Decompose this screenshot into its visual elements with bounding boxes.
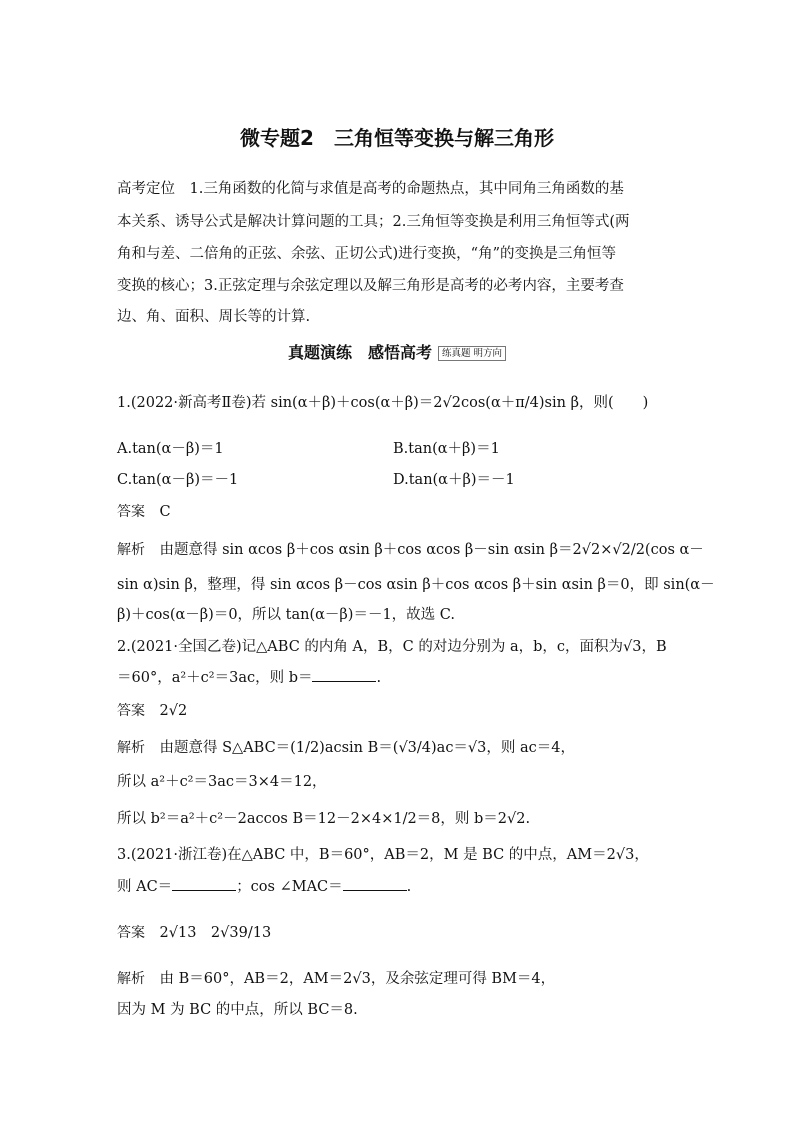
analysis-label: 解析	[117, 542, 145, 558]
q1-analysis-2: sin α)sin β，整理，得 sin αcos β－cos αsin β＋cos αcos β＋sin αsin β＝0，即 sin(α－	[117, 577, 715, 593]
q3-analysis-text-1: 由 B＝60°，AB＝2，AM＝2√3，及余弦定理可得 BM＝4，	[159, 971, 556, 987]
q2-stem-2-text: ＝60°，a²＋c²＝3ac，则 b＝	[117, 670, 313, 686]
q2-analysis-1	[117, 737, 682, 759]
page-title: 微专题2 三角恒等变换与解三角形	[240, 126, 554, 150]
q1-option-c: C.tan(α－β)＝－1	[117, 472, 239, 488]
section-heading	[0, 340, 794, 363]
q2-answer-value: 2√2	[159, 703, 188, 719]
q2-analysis-3: 所以 b²＝a²＋c²－2accos B＝12－2×4×1/2＝8，则 b＝2√2.	[117, 811, 531, 827]
answer-label: 答案	[117, 703, 145, 719]
section-tag: 练真题 明方向	[438, 346, 506, 361]
q3-analysis-1	[117, 968, 682, 990]
q3-blank-cos	[343, 876, 407, 891]
intro-line-5: 边、角、面积、周长等的计算.	[117, 309, 311, 325]
q1-option-b: B.tan(α＋β)＝1	[393, 441, 500, 457]
analysis-label: 解析	[117, 740, 145, 756]
q3-stem-2a: 则 AC＝	[117, 879, 173, 895]
q3-answer-value: 2√13 2√39/13	[159, 925, 272, 941]
q3-answer	[117, 922, 682, 944]
q3-stem-2b: ；cos ∠MAC＝	[236, 879, 343, 895]
q2-answer	[117, 700, 682, 722]
intro-line-1: 高考定位 1.三角函数的化简与求值是高考的命题热点，其中同角三角函数的基	[117, 181, 624, 197]
q1-option-d: D.tan(α＋β)＝－1	[393, 472, 515, 488]
q1-analysis-text-1: 由题意得 sin αcos β＋cos αsin β＋cos αcos β－sin αsin β＝2√2×√2/2(cos α－	[159, 542, 704, 558]
q2-stem-2: ＝60°，a²＋c²＝3ac，则 b＝ .	[117, 667, 682, 689]
q1-analysis-3: β)＋cos(α－β)＝0，所以 tan(α－β)＝－1，故选 C.	[117, 607, 455, 623]
intro-line-3: 角和与差、二倍角的正弦、余弦、正切公式)进行变换，“角”的变换是三角恒等	[117, 246, 616, 262]
answer-label: 答案	[117, 925, 145, 941]
q2-analysis-2: 所以 a²＋c²＝3ac＝3×4＝12，	[117, 774, 327, 790]
q2-stem-1: 2.(2021·全国乙卷)记△ABC 的内角 A，B，C 的对边分别为 a，b，c，面积为√3，B	[117, 639, 667, 655]
q1-option-a: A.tan(α－β)＝1	[117, 441, 224, 457]
q2-analysis-text-1: 由题意得 S△ABC＝(1/2)acsin B＝(√3/4)ac＝√3，则 ac＝4，	[159, 740, 576, 756]
q1-answer	[117, 501, 682, 523]
answer-label: 答案	[117, 504, 145, 520]
q2-answer-blank	[312, 667, 376, 682]
q1-analysis-1	[117, 539, 704, 561]
intro-line-4: 变换的核心；3.正弦定理与余弦定理以及解三角形是高考的必考内容，主要考查	[117, 278, 624, 294]
analysis-label: 解析	[117, 971, 145, 987]
q3-stem-2: 则 AC＝ ；cos ∠MAC＝ .	[117, 876, 682, 898]
intro-line-2: 本关系、诱导公式是解决计算问题的工具；2.三角恒等变换是利用三角恒等式(两	[117, 214, 630, 230]
q3-stem-1: 3.(2021·浙江卷)在△ABC 中，B＝60°，AB＝2，M 是 BC 的中点，AM＝2√3，	[117, 847, 649, 863]
section-title: 真题演练 感悟高考	[287, 343, 432, 362]
q3-analysis-2: 因为 M 为 BC 的中点，所以 BC＝8.	[117, 1002, 358, 1018]
q1-answer-value: C	[159, 504, 171, 520]
q3-blank-ac	[172, 876, 236, 891]
q1-stem: 1.(2022·新高考Ⅱ卷)若 sin(α＋β)＋cos(α＋β)＝2√2cos(α＋π/4)sin β，则( )	[117, 395, 649, 411]
